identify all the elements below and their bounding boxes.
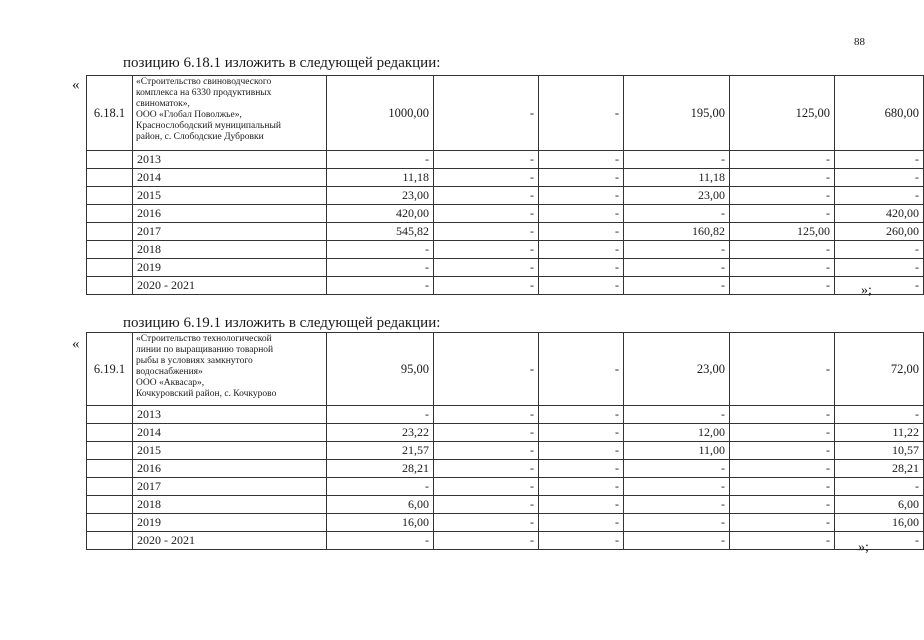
year-cell: 2014 xyxy=(133,424,327,442)
value-cell: - xyxy=(434,460,539,478)
year-cell: 2018 xyxy=(133,241,327,259)
value-cell: - xyxy=(434,424,539,442)
table-row xyxy=(87,514,924,532)
year-cell: 2013 xyxy=(133,406,327,424)
value-cell: - xyxy=(730,496,835,514)
empty-cell xyxy=(87,151,133,169)
project-name-line: комплекса на 6330 продуктивных xyxy=(136,88,272,98)
table-row xyxy=(87,205,924,223)
empty-cell xyxy=(87,478,133,496)
value-cell: - xyxy=(434,169,539,187)
table-row xyxy=(87,442,924,460)
value-cell: - xyxy=(835,406,924,424)
value-cell: - xyxy=(624,496,730,514)
value-cell: - xyxy=(539,460,624,478)
section-intro: позицию 6.19.1 изложить в следующей редакции: xyxy=(123,315,441,331)
empty-cell xyxy=(87,532,133,550)
project-name-line: водоснабжения» xyxy=(136,367,203,377)
value-cell: - xyxy=(730,277,835,295)
value-cell: - xyxy=(539,478,624,496)
table-row xyxy=(87,259,924,277)
value-cell: - xyxy=(539,259,624,277)
value-cell: - xyxy=(539,241,624,259)
value-cell: - xyxy=(730,259,835,277)
project-name-line: район, с. Слободские Дубровки xyxy=(136,132,264,142)
value-cell: - xyxy=(730,187,835,205)
value-cell: 6,00 xyxy=(327,496,434,514)
value-cell: - xyxy=(730,205,835,223)
project-name-line: ООО «Глобал Поволжье», xyxy=(136,110,242,120)
year-cell: 2016 xyxy=(133,205,327,223)
value-cell: - xyxy=(624,406,730,424)
value-cell: - xyxy=(434,241,539,259)
total-value-cell: - xyxy=(730,333,835,406)
value-cell: - xyxy=(539,424,624,442)
year-cell: 2017 xyxy=(133,478,327,496)
value-cell: 16,00 xyxy=(835,514,924,532)
total-value-cell: 95,00 xyxy=(327,333,434,406)
project-name-line: ООО «Аквасар», xyxy=(136,378,205,388)
value-cell: - xyxy=(327,478,434,496)
value-cell: 160,82 xyxy=(624,223,730,241)
empty-cell xyxy=(87,205,133,223)
table-row xyxy=(87,496,924,514)
value-cell: - xyxy=(539,151,624,169)
value-cell: - xyxy=(434,532,539,550)
table-row xyxy=(87,76,924,151)
table-row xyxy=(87,187,924,205)
value-cell: 10,57 xyxy=(835,442,924,460)
value-cell: - xyxy=(539,406,624,424)
project-name xyxy=(133,333,327,406)
project-name-line: линии по выращиванию товарной xyxy=(136,345,274,355)
project-name xyxy=(133,76,327,151)
table-row xyxy=(87,406,924,424)
value-cell: 6,00 xyxy=(835,496,924,514)
value-cell: - xyxy=(539,442,624,460)
value-cell: - xyxy=(434,223,539,241)
value-cell: - xyxy=(434,478,539,496)
value-cell: - xyxy=(835,478,924,496)
position-code: 6.19.1 xyxy=(87,333,133,406)
project-name-line: свиноматок», xyxy=(136,99,190,109)
total-value-cell: 125,00 xyxy=(730,76,835,151)
value-cell: - xyxy=(539,514,624,532)
section-intro: позицию 6.18.1 изложить в следующей редакции: xyxy=(123,55,441,71)
value-cell: - xyxy=(835,532,924,550)
empty-cell xyxy=(87,223,133,241)
value-cell: - xyxy=(730,532,835,550)
value-cell: - xyxy=(434,496,539,514)
table-row xyxy=(87,277,924,295)
quote-close: »; xyxy=(861,283,872,298)
quote-open: « xyxy=(72,336,80,352)
value-cell: - xyxy=(730,442,835,460)
value-cell: 260,00 xyxy=(835,223,924,241)
table-row xyxy=(87,478,924,496)
value-cell: - xyxy=(624,151,730,169)
total-value-cell: - xyxy=(539,76,624,151)
value-cell: 420,00 xyxy=(327,205,434,223)
total-value-cell: 195,00 xyxy=(624,76,730,151)
value-cell: - xyxy=(730,406,835,424)
value-cell: 23,00 xyxy=(327,187,434,205)
value-cell: - xyxy=(624,277,730,295)
value-cell: 21,57 xyxy=(327,442,434,460)
value-cell: - xyxy=(434,151,539,169)
quote-close: »; xyxy=(858,540,869,555)
value-cell: - xyxy=(434,187,539,205)
empty-cell xyxy=(87,241,133,259)
year-cell: 2019 xyxy=(133,514,327,532)
project-name-line: Краснослободский муниципальный xyxy=(136,121,281,131)
value-cell: - xyxy=(539,496,624,514)
total-value-cell: 680,00 xyxy=(835,76,924,151)
value-cell: - xyxy=(730,241,835,259)
total-value-cell: 23,00 xyxy=(624,333,730,406)
value-cell: - xyxy=(434,277,539,295)
year-cell: 2018 xyxy=(133,496,327,514)
value-cell: 11,18 xyxy=(327,169,434,187)
page-number: 88 xyxy=(854,36,865,48)
value-cell: - xyxy=(539,187,624,205)
value-cell: - xyxy=(539,532,624,550)
year-cell: 2014 xyxy=(133,169,327,187)
position-table xyxy=(86,332,924,550)
value-cell: 545,82 xyxy=(327,223,434,241)
value-cell: 11,22 xyxy=(835,424,924,442)
project-name-line: «Строительство технологической xyxy=(136,334,272,344)
position-code: 6.18.1 xyxy=(87,76,133,151)
value-cell: - xyxy=(327,241,434,259)
value-cell: - xyxy=(539,277,624,295)
project-name-line: рыбы в условиях замкнутого xyxy=(136,356,253,366)
year-cell: 2019 xyxy=(133,259,327,277)
year-cell: 2013 xyxy=(133,151,327,169)
value-cell: - xyxy=(730,478,835,496)
total-value-cell: - xyxy=(434,76,539,151)
value-cell: 12,00 xyxy=(624,424,730,442)
value-cell: - xyxy=(327,277,434,295)
year-cell: 2016 xyxy=(133,460,327,478)
empty-cell xyxy=(87,496,133,514)
value-cell: - xyxy=(730,424,835,442)
value-cell: - xyxy=(835,169,924,187)
value-cell: - xyxy=(624,205,730,223)
value-cell: - xyxy=(539,205,624,223)
project-name-line: «Строительство свиноводческого xyxy=(136,77,272,87)
table-row xyxy=(87,424,924,442)
table-row xyxy=(87,333,924,406)
value-cell: - xyxy=(327,259,434,277)
value-cell: - xyxy=(327,151,434,169)
empty-cell xyxy=(87,424,133,442)
year-cell: 2020 - 2021 xyxy=(133,532,327,550)
table-row xyxy=(87,241,924,259)
value-cell: 11,18 xyxy=(624,169,730,187)
year-cell: 2015 xyxy=(133,187,327,205)
empty-cell xyxy=(87,169,133,187)
total-value-cell: 72,00 xyxy=(835,333,924,406)
total-value-cell: 1000,00 xyxy=(327,76,434,151)
value-cell: - xyxy=(835,277,924,295)
value-cell: - xyxy=(835,151,924,169)
value-cell: 125,00 xyxy=(730,223,835,241)
value-cell: - xyxy=(624,241,730,259)
table-row xyxy=(87,169,924,187)
year-cell: 2015 xyxy=(133,442,327,460)
value-cell: 28,21 xyxy=(327,460,434,478)
value-cell: - xyxy=(434,259,539,277)
value-cell: - xyxy=(835,241,924,259)
project-name-line: Кочкуровский район, с. Кочкурово xyxy=(136,389,277,399)
value-cell: 23,00 xyxy=(624,187,730,205)
quote-open: « xyxy=(72,77,80,93)
value-cell: - xyxy=(730,514,835,532)
value-cell: - xyxy=(730,151,835,169)
table-row xyxy=(87,151,924,169)
value-cell: - xyxy=(730,169,835,187)
value-cell: - xyxy=(434,514,539,532)
value-cell: 16,00 xyxy=(327,514,434,532)
value-cell: - xyxy=(624,514,730,532)
empty-cell xyxy=(87,187,133,205)
empty-cell xyxy=(87,514,133,532)
total-value-cell: - xyxy=(434,333,539,406)
value-cell: - xyxy=(327,406,434,424)
value-cell: 11,00 xyxy=(624,442,730,460)
table-row xyxy=(87,223,924,241)
value-cell: - xyxy=(835,259,924,277)
value-cell: - xyxy=(835,187,924,205)
empty-cell xyxy=(87,442,133,460)
empty-cell xyxy=(87,259,133,277)
value-cell: - xyxy=(434,406,539,424)
table-row xyxy=(87,460,924,478)
value-cell: - xyxy=(624,460,730,478)
value-cell: - xyxy=(730,460,835,478)
value-cell: 420,00 xyxy=(835,205,924,223)
value-cell: - xyxy=(624,478,730,496)
year-cell: 2020 - 2021 xyxy=(133,277,327,295)
value-cell: - xyxy=(327,532,434,550)
value-cell: - xyxy=(624,259,730,277)
empty-cell xyxy=(87,277,133,295)
value-cell: - xyxy=(624,532,730,550)
year-cell: 2017 xyxy=(133,223,327,241)
value-cell: - xyxy=(539,169,624,187)
total-value-cell: - xyxy=(539,333,624,406)
table-row xyxy=(87,532,924,550)
empty-cell xyxy=(87,460,133,478)
empty-cell xyxy=(87,406,133,424)
value-cell: 23,22 xyxy=(327,424,434,442)
position-table xyxy=(86,75,924,295)
value-cell: 28,21 xyxy=(835,460,924,478)
value-cell: - xyxy=(434,205,539,223)
value-cell: - xyxy=(434,442,539,460)
value-cell: - xyxy=(539,223,624,241)
